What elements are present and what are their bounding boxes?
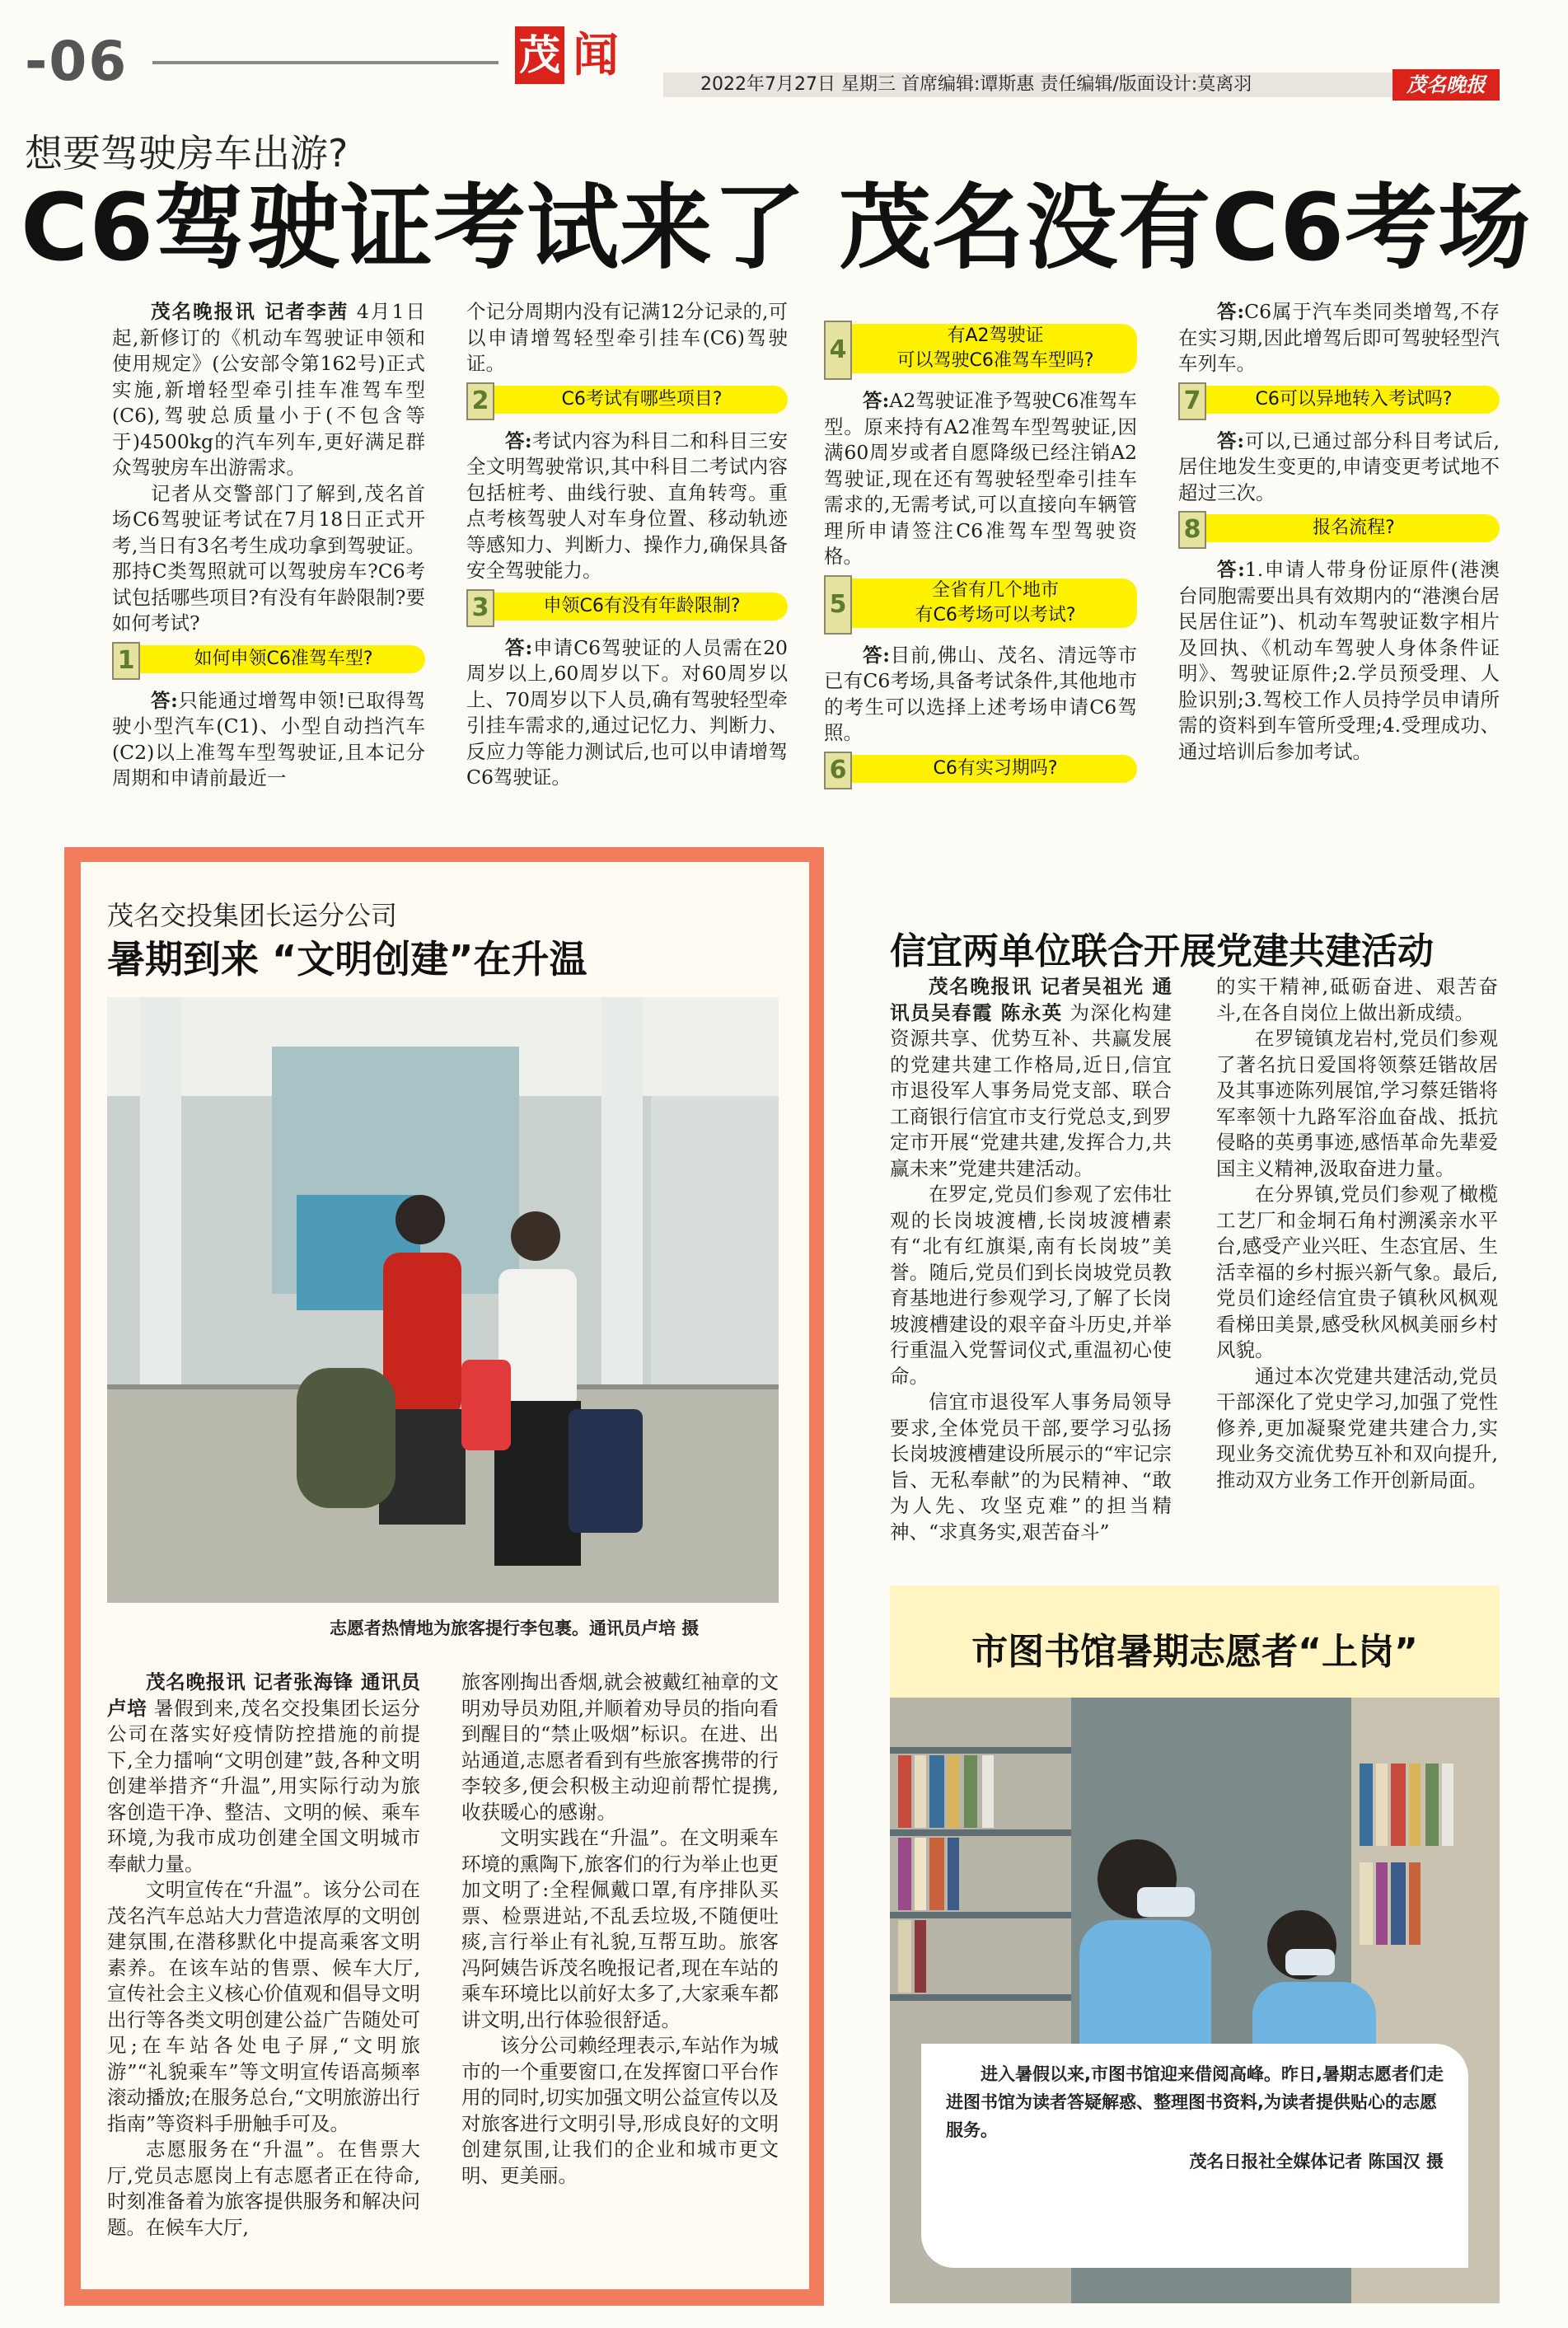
question-heading — [824, 321, 1137, 377]
library-caption: 进入暑假以来,市图书馆迎来借阅高峰。昨日,暑期志愿者们走进图书馆为读者答疑解惑、整理图书资料,为读者提供贴心的志愿服务。 茂名日报社全媒体记者 陈国汉 摄 — [946, 2060, 1444, 2176]
answer-text: 可以,已通过部分科目考试后,居住地发生变更的,申请变更考试地不超过三次。 — [1178, 429, 1500, 504]
question-number: 7 — [1178, 382, 1206, 420]
question-text: 有A2驾驶证 可以驾驶C6准驾车型吗? — [896, 326, 1094, 371]
answer-text: 申请C6驾驶证的人员需在20周岁以上,60周岁以下。对60周岁以上、70周岁以下人员,确有驾驶轻型牵引挂车需求的,通过记忆力、判断力、反应力等能力测试后,也可以申请增驾C6驾驶证。 — [466, 635, 788, 789]
bus-paragraph: 志愿服务在“升温”。在售票大厅,党员志愿岗上有志愿者正在待命,时刻准备着为旅客提供服务和解决问题。在候车大厅, — [107, 2138, 420, 2239]
lead-column-1 — [112, 299, 425, 792]
xinyi-column-2 — [1216, 974, 1498, 1493]
question-heading — [824, 575, 1137, 631]
photo-volunteers-luggage — [107, 997, 779, 1603]
bus-paragraph: 文明实践在“升温”。在文明乘车环境的熏陶下,旅客们的行为举止也更加文明了:全程佩戴口罩,有序排队买票、检票进站,不乱丢垃圾,不随便吐痰,言行举止有礼貌,互帮互助。旅客冯阿姨告诉茂名晚报记者,现在车站的乘车环境比以前好太多了,大家乘车都讲文明,出行体验很舒适。 — [461, 1826, 779, 2031]
lead-column-4 — [1178, 299, 1500, 765]
answer-text: 目前,佛山、茂名、清远等市已有C6考场,具备考试条件,其他地市的考生可以选择上述考场申请C6驾照。 — [824, 643, 1137, 744]
question-number: 2 — [466, 382, 494, 420]
lead-column-2 — [466, 299, 788, 791]
xinyi-paragraph: 在分界镇,党员们参观了橄榄工艺厂和金垌石角村溯溪亲水平台,感受产业兴旺、生态宜居、生活幸福的乡村振兴新气象。最后,党员们途经信宜贵子镇秋风枫观看梯田美景,感受秋风枫美丽乡村风貌。 — [1216, 1183, 1498, 1361]
answer-label: 答: — [863, 389, 890, 412]
xinyi-column-1 — [890, 974, 1172, 1545]
bus-headline: 暑期到来 “文明创建”在升温 — [107, 937, 587, 981]
question-heading — [1178, 511, 1500, 546]
header-rule — [152, 61, 498, 64]
question-text: C6有实习期吗? — [933, 757, 1058, 779]
lead-paragraph: 4月1日起,新修订的《机动车驾驶证申领和使用规定》(公安部令第162号)正式实施,新增轻型牵引挂车准驾车型(C6),驾驶总质量小于(不包含等于)4500kg的汽车列车,更好满足群众驾驶房车出游需求。 — [112, 300, 426, 479]
bus-station-photo — [107, 997, 779, 1603]
bus-photo-caption: 志愿者热情地为旅客提行李包裹。通讯员卢培 摄 — [330, 1618, 700, 1638]
library-headline: 市图书馆暑期志愿者“上岗” — [971, 1631, 1418, 1673]
header-info: 2022年7月27日 星期三 首席编辑:谭斯惠 责任编辑/版面设计:莫离羽 — [700, 74, 1252, 95]
page-number: -06 — [25, 30, 129, 93]
question-text: 全省有几个地市 有C6考场可以考试? — [915, 579, 1076, 625]
question-number: 1 — [112, 642, 140, 680]
bus-paragraph: 文明宣传在“升温”。该分公司在茂名汽车总站大力营造浓厚的文明创建氛围,在潜移默化中提高乘客文明素养。在该车站的售票、候车大厅,宣传社会主义核心价值观和倡导文明出行等各类文明创建公益广告随处可见;在车站各处电子屏,“文明旅游”“礼貌乘车”等文明宣传语高频率滚动播放;在服务总台,“文明旅游出行指南”等资料手册触手可及。 — [107, 1878, 420, 2135]
question-text: 申领C6有没有年龄限制? — [543, 595, 741, 616]
library-photo-credit: 茂名日报社全媒体记者 陈国汉 摄 — [1189, 2152, 1444, 2171]
question-text: C6可以异地转入考试吗? — [1255, 388, 1453, 410]
section-label-box: 茂 — [515, 26, 564, 84]
answer-text: C6属于汽车类同类增驾,不存在实习期,因此增驾后即可驾驶轻型汽车列车。 — [1178, 300, 1500, 375]
answer-label: 答: — [863, 643, 890, 667]
answer-label: 答: — [1217, 429, 1245, 452]
question-number: 4 — [824, 321, 852, 380]
question-heading — [466, 589, 788, 624]
question-heading — [112, 642, 425, 677]
xinyi-headline: 信宜两单位联合开展党建共建活动 — [890, 930, 1434, 972]
answer-label: 答: — [505, 635, 533, 659]
question-text: 如何申领C6准驾车型? — [194, 648, 373, 669]
answer-label: 答: — [151, 688, 178, 712]
xinyi-paragraph: 的实干精神,砥砺奋进、艰苦奋斗,在各自岗位上做出新成绩。 — [1216, 975, 1498, 1024]
bus-paragraph: 旅客刚掏出香烟,就会被戴红袖章的文明劝导员劝阻,并顺着劝导员的指向看到醒目的“禁止吸烟”标识。在进、出站通道,志愿者看到有些旅客携带的行李较多,便会积极主动迎前帮忙提携,收获暖心的感谢。 — [461, 1670, 779, 1824]
xinyi-paragraph: 通过本次党建共建活动,党员干部深化了党史学习,加强了党性修养,更加凝聚党建共建合力,实现业务交流优势互补和双向提升,推动双方业务工作开创新局面。 — [1216, 1364, 1498, 1492]
answer-text: 只能通过增驾申领!已取得驾驶小型汽车(C1)、小型自动挡汽车(C2)以上准驾车型驾驶证,且本记分周期和申请前最近一 — [112, 688, 425, 789]
question-number: 3 — [466, 589, 494, 627]
lead-kicker: 想要驾驶房车出游? — [25, 131, 349, 176]
answer-label: 答: — [505, 429, 532, 452]
bus-column-2 — [461, 1670, 779, 2189]
section-label: 闻 — [573, 28, 619, 82]
masthead-logo: 茂名晚报 — [1392, 69, 1500, 101]
question-number: 5 — [824, 575, 852, 635]
question-heading — [824, 752, 1137, 786]
question-number: 8 — [1178, 511, 1206, 549]
bus-kicker: 茂名交投集团长运分公司 — [107, 900, 398, 931]
question-heading — [1178, 382, 1500, 417]
bus-column-1 — [107, 1670, 420, 2241]
question-number: 6 — [824, 752, 852, 789]
answer-text: 1.申请人带身份证原件(港澳台同胞需要出具有效期内的“港澳台居民居住证”)、机动车驾驶证数字相片及回执、《机动车驾驶人身体条件证明》、驾驶证原件;2.学员预受理、人脸识别;3.驾校工作人员持学员申请所需的资料到车管所受理;4.受理成功、通过培训后参加考试。 — [1178, 558, 1500, 763]
lead-paragraph: 记者从交警部门了解到,茂名首场C6驾驶证考试在7月18日正式开考,当日有3名考生成功拿到驾驶证。那持C类驾照就可以驾驶房车?C6考试包括哪些项目?有没有年龄限制?要如何考试? — [112, 481, 425, 635]
lead-column-3 — [824, 316, 1137, 798]
lead-headline: C6驾驶证考试来了 茂名没有C6考场 — [21, 175, 1532, 282]
xinyi-paragraph: 在罗镜镇龙岩村,党员们参观了著名抗日爱国将领蔡廷锴故居及其事迹陈列展馆,学习蔡廷锴将军率领十九路军浴血奋战、抵抗侵略的英勇事迹,感悟革命先辈爱国主义精神,汲取奋进力量。 — [1216, 1027, 1498, 1180]
bus-byline: 茂名晚报讯 记者张海锋 通讯员卢培 — [107, 1670, 420, 1720]
xinyi-paragraph: 在罗定,党员们参观了宏伟壮观的长岗坡渡槽,长岗坡渡槽素有“北有红旗渠,南有长岗坡”美誉。随后,党员们到长岗坡党员教育基地进行参观学习,了解了长岗坡渡槽建设的艰辛奋斗历史,并举行重温入党誓词仪式,重温初心使命。 — [890, 1183, 1172, 1388]
question-text: 报名流程? — [1313, 518, 1395, 538]
bus-paragraph: 暑假到来,茂名交投集团长运分公司在落实好疫情防控措施的前提下,全力擂响“文明创建”鼓,各种文明创建举措齐“升温”,用实际行动为旅客创造干净、整洁、文明的候、乘车环境,为我市成功创建全国文明城市奉献力量。 — [107, 1696, 420, 1876]
bus-paragraph: 该分公司赖经理表示,车站作为城市的一个重要窗口,在发挥窗口平台作用的同时,切实加强文明公益宣传以及对旅客进行文明引导,形成良好的文明创建氛围,让我们的企业和城市更文明、更美丽。 — [461, 2034, 779, 2187]
xinyi-byline: 茂名晚报讯 记者吴祖光 通讯员吴春霞 陈永英 — [890, 975, 1172, 1024]
lead-paragraph: 个记分周期内没有记满12分记录的,可以申请增驾轻型牵引挂车(C6)驾驶证。 — [466, 300, 788, 375]
answer-text: 考试内容为科目二和科目三安全文明驾驶常识,其中科目二考试内容包括桩考、曲线行驶、直角转弯。重点考核驾驶人对车身位置、移动轨迹等感知力、判断力、操作力,确保具备安全驾驶能力。 — [466, 429, 788, 582]
xinyi-paragraph: 信宜市退役军人事务局领导要求,全体党员干部,要学习弘扬长岗坡渡槽建设所展示的“牢记宗旨、无私奉献”的为民精神、“敢为人先、攻坚克难”的担当精神、“求真务实,艰苦奋斗” — [890, 1390, 1172, 1543]
question-text: C6考试有哪些项目? — [561, 388, 723, 410]
answer-text: A2驾驶证准予驾驶C6准驾车型。原来持有A2准驾车型驾驶证,因满60周岁或者自愿降级已经注销A2驾驶证,现在还有驾驶轻型牵引挂车需求的,无需考试,可以直接向车辆管理所申请签注C6准驾车型驾驶资格。 — [824, 389, 1137, 568]
question-heading — [466, 382, 788, 417]
lead-byline: 茂名晚报讯 记者李茜 — [151, 300, 349, 323]
answer-label: 答: — [1217, 558, 1245, 581]
xinyi-paragraph: 为深化构建资源共享、优势互补、共赢发展的党建共建工作格局,近日,信宜市退役军人事务局党支部、联合工商银行信宜市支行党总支,到罗定市开展“党建共建,发挥合力,共赢未来”党建共建活动。 — [890, 1000, 1172, 1180]
answer-label: 答: — [1217, 300, 1245, 323]
